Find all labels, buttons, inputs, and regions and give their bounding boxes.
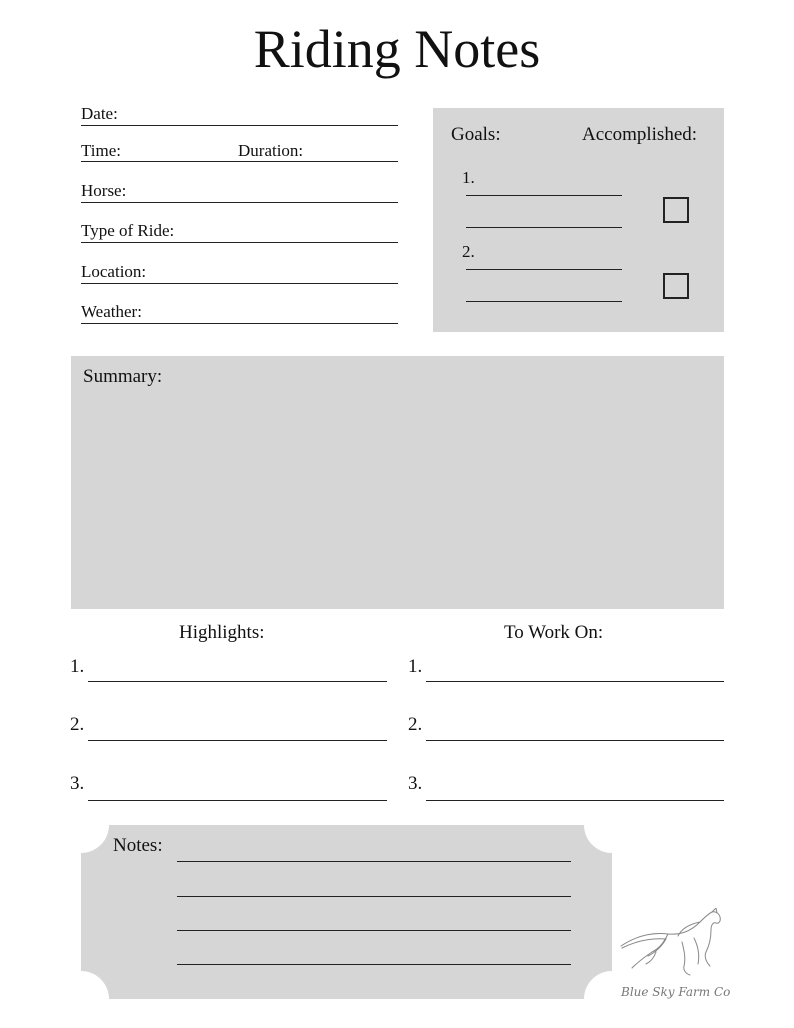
time-label: Time:	[81, 141, 122, 160]
horse-label: Horse:	[81, 181, 127, 200]
time-duration-line[interactable]	[81, 161, 398, 162]
weather-line[interactable]	[81, 323, 398, 324]
horse-line[interactable]	[81, 202, 398, 203]
work-on-line-1[interactable]	[426, 681, 724, 682]
goals-heading: Goals:	[451, 124, 501, 145]
goal-2-checkbox[interactable]	[663, 273, 689, 299]
goals-panel	[433, 108, 724, 332]
work-on-number-2: 2.	[408, 714, 423, 735]
goal-1-checkbox[interactable]	[663, 197, 689, 223]
weather-label: Weather:	[81, 302, 142, 321]
notes-label: Notes:	[113, 835, 163, 856]
highlights-heading: Highlights:	[179, 622, 265, 643]
goal-2-line-a[interactable]	[466, 269, 622, 270]
notes-line-4[interactable]	[177, 964, 571, 965]
goal-2-line-b[interactable]	[466, 301, 622, 302]
horse-logo-icon	[616, 908, 726, 980]
work-on-number-1: 1.	[408, 656, 423, 677]
summary-panel[interactable]	[71, 356, 724, 609]
highlight-number-1: 1.	[70, 656, 85, 677]
notes-line-2[interactable]	[177, 896, 571, 897]
notes-line-1[interactable]	[177, 861, 571, 862]
highlight-line-3[interactable]	[88, 800, 387, 801]
work-on-number-3: 3.	[408, 773, 423, 794]
highlight-line-1[interactable]	[88, 681, 387, 682]
summary-label: Summary:	[83, 366, 163, 387]
goal-1-line-b[interactable]	[466, 227, 622, 228]
work-on-line-3[interactable]	[426, 800, 724, 801]
highlight-number-3: 3.	[70, 773, 85, 794]
work-on-heading: To Work On:	[504, 622, 604, 643]
type-of-ride-line[interactable]	[81, 242, 398, 243]
type-of-ride-label: Type of Ride:	[81, 221, 175, 240]
goal-number-2: 2.	[462, 242, 475, 261]
brand-name: Blue Sky Farm Co	[621, 985, 731, 999]
date-line[interactable]	[81, 125, 398, 126]
date-label: Date:	[81, 104, 118, 123]
location-label: Location:	[81, 262, 147, 281]
highlight-number-2: 2.	[70, 714, 85, 735]
highlight-line-2[interactable]	[88, 740, 387, 741]
work-on-line-2[interactable]	[426, 740, 724, 741]
page-title: Riding Notes	[253, 19, 541, 79]
goal-1-line-a[interactable]	[466, 195, 622, 196]
accomplished-heading: Accomplished:	[582, 124, 698, 145]
notes-line-3[interactable]	[177, 930, 571, 931]
duration-label: Duration:	[238, 141, 304, 160]
location-line[interactable]	[81, 283, 398, 284]
goal-number-1: 1.	[462, 168, 475, 187]
